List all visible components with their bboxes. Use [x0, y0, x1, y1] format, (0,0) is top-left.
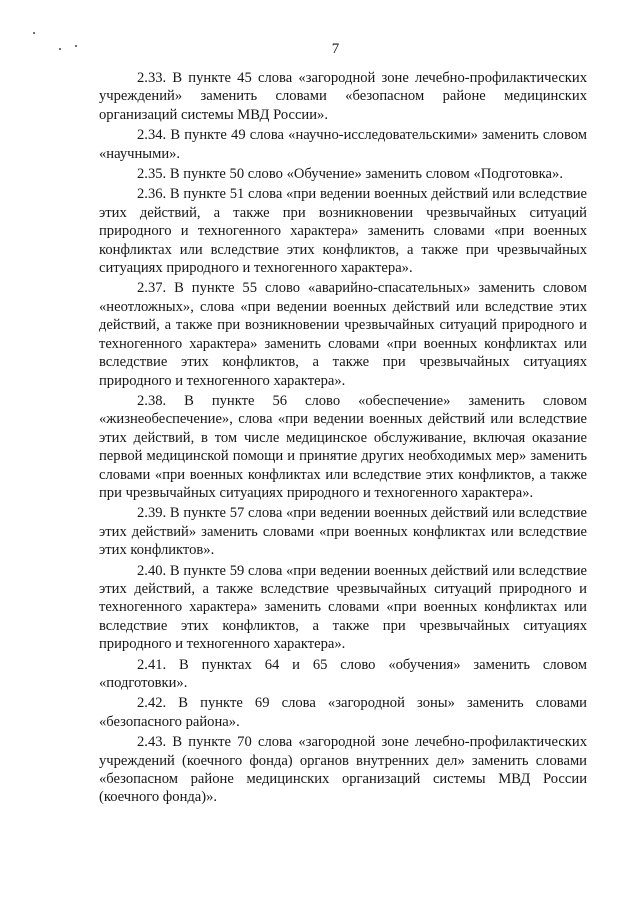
paragraph-2-42: 2.42. В пункте 69 слова «загородной зоны» заменить словами «безопасного района».	[99, 695, 587, 730]
paragraph-2-36: 2.36. В пункте 51 слова «при ведении военных действий или вследствие этих действий, а также при возникновении чрезвычайных ситуаций природного и техногенного характера» заменить словами «при военных конфликтах или вследствие этих конфликтов, а также при чрезвычайных ситуациях природного и техногенного характера».	[99, 186, 587, 277]
paragraph-2-43: 2.43. В пункте 70 слова «загородной зоне лечебно-профилактических учреждений (коечного фонда) органов внутренних дел» заменить словами «безопасном районе медицинских организаций системы МВД России (коечного фонда)».	[99, 734, 587, 806]
paragraph-2-34: 2.34. В пункте 49 слова «научно-исследовательскими» заменить словом «научными».	[99, 127, 587, 162]
paragraph-2-35: 2.35. В пункте 50 слово «Обучение» заменить словом «Подготовка».	[137, 166, 563, 183]
scan-speck	[33, 32, 35, 34]
paragraph-2-38: 2.38. В пункте 56 слово «обеспечение» заменить словом «жизнеобеспечение», слова «при ведении военных действий или вследствие этих действий, в том числе медицинское обслуживание, включая оказание первой медицинской помощи и принятие других необходимых мер» заменить словами «при военных конфликтах или вследствие этих конфликтов, а также при чрезвычайных ситуациях природного и техногенного характера».	[99, 392, 587, 501]
paragraph-2-37: 2.37. В пункте 55 слово «аварийно-спасательных» заменить словом «неотложных», слова «при ведении военных действий или вследствие этих действий, а также при возникновении чрезвычайных ситуаций природного и техногенного характера» заменить словами «при военных конфликтах или вследствие этих конфликтов, а также при чрезвычайных ситуациях природного и техногенного характера».	[99, 280, 587, 389]
page-number: 7	[331, 41, 340, 57]
paragraph-2-40: 2.40. В пункте 59 слова «при ведении военных действий или вследствие этих действий, а также вследствие чрезвычайных ситуаций природного и техногенного характера» заменить словами «при военных конфликтах или вследствие этих конфликтов, а также при чрезвычайных ситуациях природного и техногенного характера».	[99, 562, 587, 653]
paragraph-2-33: 2.33. В пункте 45 слова «загородной зоне лечебно-профилактических учреждений» заменить словами «безопасном районе медицинских организаций системы МВД России».	[99, 70, 587, 123]
paragraph-2-39: 2.39. В пункте 57 слова «при ведении военных действий или вследствие этих действий» заменить словами «при военных конфликтах или вследствие этих конфликтов».	[99, 505, 587, 559]
paragraph-2-41: 2.41. В пунктах 64 и 65 слово «обучения» заменить словом «подготовки».	[99, 656, 587, 691]
document-body	[99, 69, 587, 807]
